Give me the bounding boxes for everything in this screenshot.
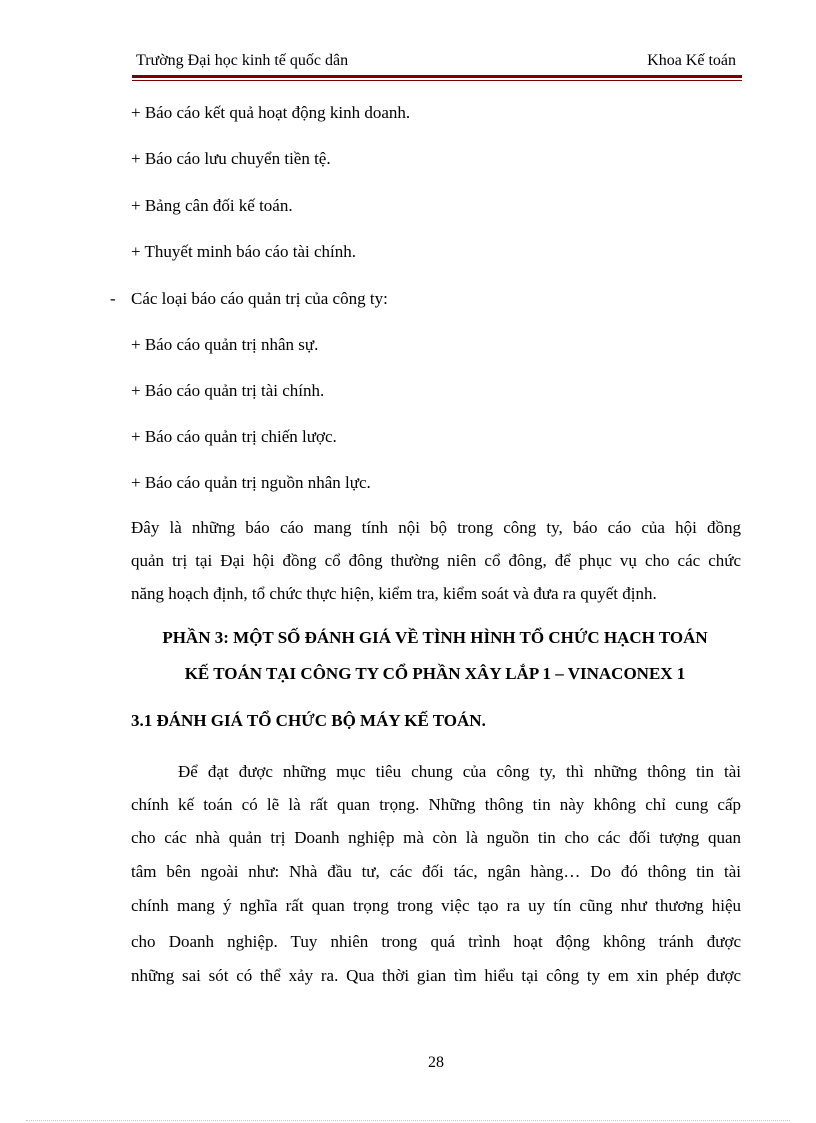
management-intro: Các loại báo cáo quản trị của công ty: — [131, 289, 388, 308]
list-item: + Báo cáo quản trị nguồn nhân lực. — [131, 473, 371, 492]
paragraph-line: những sai sót có thể xảy ra. Qua thời gian tìm hiểu tại công ty em xin phép được — [131, 966, 741, 985]
header-faculty: Khoa Kế toán — [647, 52, 736, 69]
bullet-dash: - — [110, 289, 116, 308]
paragraph-line: năng hoạch định, tổ chức thực hiện, kiểm tra, kiểm soát và đưa ra quyết định. — [131, 584, 657, 603]
section-title-line: KẾ TOÁN TẠI CÔNG TY CỔ PHẦN XÂY LẮP 1 – VINACONEX 1 — [184, 664, 686, 683]
paragraph-line: quản trị tại Đại hội đồng cổ đông thường niên cổ đông, để phục vụ cho các chức — [131, 551, 741, 570]
paragraph-line: cho các nhà quản trị Doanh nghiệp mà còn là nguồn tin cho các đối tượng quan — [131, 828, 741, 847]
list-item: + Báo cáo kết quả hoạt động kinh doanh. — [131, 103, 411, 122]
paragraph-line: cho Doanh nghiệp. Tuy nhiên trong quá trình hoạt động không tránh được — [131, 932, 741, 951]
list-item: + Báo cáo quản trị nhân sự. — [131, 335, 319, 354]
list-item: + Thuyết minh báo cáo tài chính. — [131, 242, 357, 261]
page-header — [132, 50, 742, 76]
header-rule — [132, 75, 742, 81]
paragraph-line: tâm bên ngoài như: Nhà đầu tư, các đối tác, ngân hàng… Do đó thông tin tài — [131, 862, 741, 881]
list-item: + Báo cáo quản trị chiến lược. — [131, 427, 337, 446]
paragraph-line: chính mang ý nghĩa rất quan trọng trong việc tạo ra uy tín cũng như thương hiệu — [131, 896, 741, 915]
page-footer-line — [26, 1120, 790, 1121]
list-item: + Báo cáo quản trị tài chính. — [131, 381, 325, 400]
paragraph-line: Đây là những báo cáo mang tính nội bộ trong công ty, báo cáo của hội đồng — [131, 518, 741, 537]
paragraph-line: Để đạt được những mục tiêu chung của công ty, thì những thông tin tài — [178, 762, 741, 781]
list-item: + Báo cáo lưu chuyển tiền tệ. — [131, 149, 331, 168]
page-number: 28 — [428, 1054, 444, 1071]
section-title-line: PHẦN 3: MỘT SỐ ĐÁNH GIÁ VỀ TÌNH HÌNH TỔ CHỨC HẠCH TOÁN — [162, 628, 708, 647]
header-university: Trường Đại học kinh tế quốc dân — [136, 52, 349, 69]
subsection-title: 3.1 ĐÁNH GIÁ TỔ CHỨC BỘ MÁY KẾ TOÁN. — [131, 711, 486, 730]
list-item: + Bảng cân đối kế toán. — [131, 196, 293, 215]
paragraph-line: chính kế toán có lẽ là rất quan trọng. Những thông tin này không chỉ cung cấp — [131, 795, 741, 814]
